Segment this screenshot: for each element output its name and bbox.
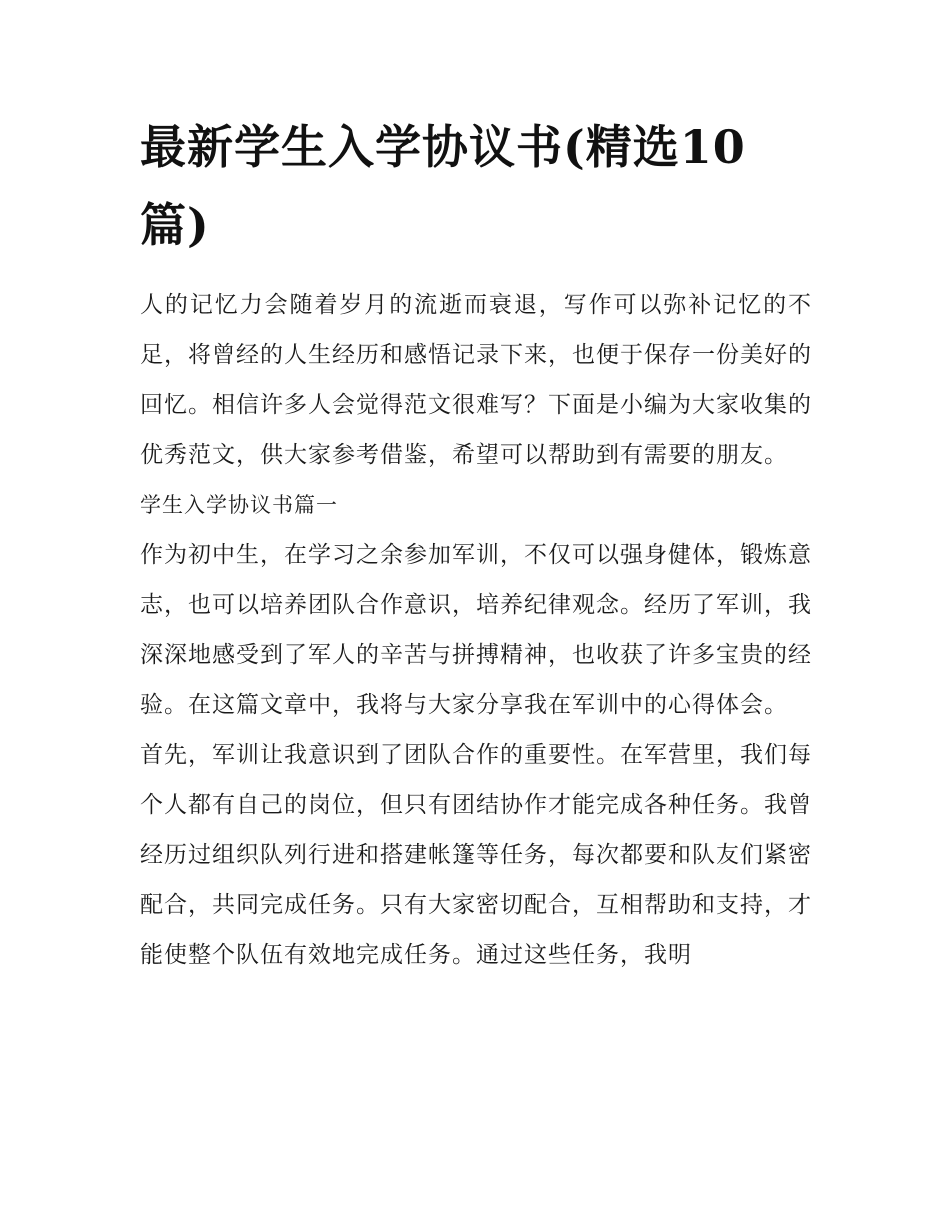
document-body <box>140 108 812 980</box>
section-heading: 学生入学协议书篇一 <box>140 493 338 517</box>
intro-paragraph: 人的记忆力会随着岁月的流逝而衰退，写作可以弥补记忆的不足，将曾经的人生经历和感悟记录下来，也便于保存一份美好的回忆。相信许多人会觉得范文很难写？下面是小编为大家收集的优秀范文，供大家参考借鉴，希望可以帮助到有需要的朋友。 <box>140 292 812 468</box>
body-paragraph-1: 作为初中生，在学习之余参加军训，不仅可以强身健体，锻炼意志，也可以培养团队合作意识，培养纪律观念。经历了军训，我深深地感受到了军人的辛苦与拼搏精神，也收获了许多宝贵的经验。在这篇文章中，我将与大家分享我在军训中的心得体会。 <box>140 542 812 718</box>
title-spacer <box>140 264 812 280</box>
document-title: 最新学生入学协议书(精选10篇) <box>140 120 746 252</box>
body-paragraph-2: 首先，军训让我意识到了团队合作的重要性。在军营里，我们每个人都有自己的岗位，但只有团结协作才能完成各种任务。我曾经历过组织队列行进和搭建帐篷等任务，每次都要和队友们紧密配合，共同完成任务。只有大家密切配合，互相帮助和支持，才能使整个队伍有效地完成任务。通过这些任务，我明 <box>140 742 812 968</box>
